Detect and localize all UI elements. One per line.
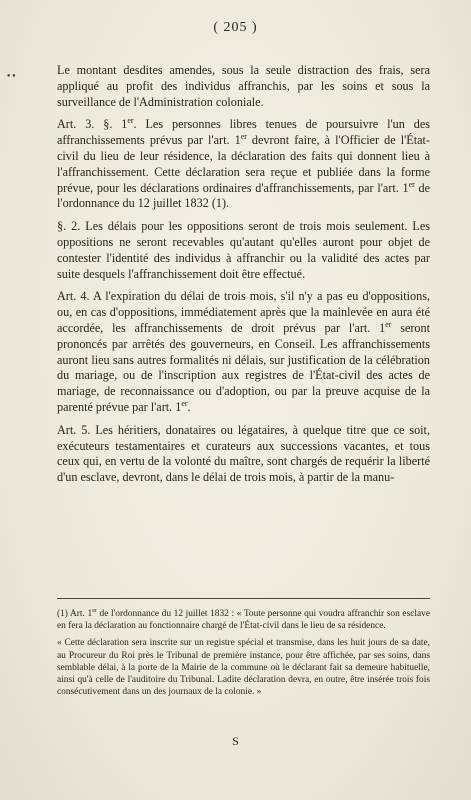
- page-number: ( 205 ): [213, 20, 258, 35]
- superscript-er: er: [181, 398, 188, 408]
- superscript-er: er: [385, 319, 392, 329]
- paragraph-amendes: Le montant desdites amendes, sous la seule distraction des frais, sera appliqué au profit des individus affranchis, par les soins et sous la surveillance de l'Administration coloniale.: [57, 63, 430, 109]
- body-text: [57, 63, 430, 494]
- paragraph-article-5: Art. 5. Les héritiers, donataires ou légataires, à quelque titre que ce soit, exécuteurs testamentaires et curateurs aux successions vacantes, et tous ceux qui, en vertu de la volonté du maître, sont chargés de requérir la liberté d'un esclave, devront, dans le délai de trois mois, à partir de la manu-: [57, 422, 430, 485]
- superscript-er: er: [408, 179, 415, 189]
- footnote-1-part-2: de l'ordonnance du 12 juillet 1832 : « Toute personne qui voudra affranchir son esclave en fera la déclaration au fonctionnaire chargé de l'État-civil dans le lieu de sa résidence.: [57, 609, 430, 632]
- article-3-text-part-4: de l'ordonnance du 12 juillet 1832 (1).: [57, 180, 430, 211]
- signature-mark: S: [232, 734, 239, 748]
- margin-mark: ••: [6, 72, 17, 82]
- article-3-text-part-1: Art. 3. §. 1: [57, 117, 128, 132]
- footnotes: [57, 608, 430, 703]
- article-3-text-part-3: devront faire, à l'Officier de l'État-civil du lieu de leur résidence, la déclaration des faits qui donnent lieu à l'affranchissement. Cette déclaration sera reçue et publiée dans la forme prévue, pour les déclarations ordinaires d'affranchissements, par l'art. 1: [57, 133, 430, 195]
- footnote-1: [57, 608, 430, 632]
- superscript-er: er: [127, 116, 134, 126]
- paragraph-article-3-section-2: §. 2. Les délais pour les oppositions seront de trois mois seulement. Les oppositions ne seront recevables qu'autant qu'elles auront pour objet de contester l'identité des individus à affranchir ou la validité des actes par suite desquels l'affranchissement doit être effectué.: [57, 219, 430, 281]
- paragraph-article-3-section-1: [57, 117, 430, 212]
- footnote-divider: [57, 598, 430, 599]
- superscript-er: er: [240, 132, 247, 142]
- superscript-er: er: [92, 607, 97, 614]
- paragraph-article-4: [57, 289, 430, 415]
- article-3-text-part-2: . Les personnes libres tenues de poursuivre l'un des affranchissements prévus par l'art. 1: [57, 117, 430, 148]
- footnote-1-continuation: « Cette déclaration sera inscrite sur un registre spécial et transmise, dans les huit jours de sa date, au Procureur du Roi près le Tribunal de première instance, pour être affichée, par ses soins, dans semblable délai, à la porte de la Mairie de la commune où le déclarant fait sa demeure habituelle, ainsi qu'à celle de l'auditoire du Tribunal. Ladite déclaration devra, en outre, être insérée trois fois consécutivement dans un des journaux de la colonie. »: [57, 638, 430, 698]
- article-4-text-part-1: Art. 4. A l'expiration du délai de trois mois, s'il n'y a pas eu d'oppositions, ou, en cas d'oppositions, immédiatement après que la mainlevée en aura été accordée, les affranchissements de droit prévus par l'art. 1: [57, 289, 430, 335]
- article-4-text-part-2: seront prononcés par arrêtés des gouverneurs, en Conseil. Les affranchissements auront lieu sans autres formalités ni délais, sur justification de la célébration du mariage, ou de l'inscription aux registres de l'État-civil des actes de mariage, de reconnaissance ou d'adoption, ou par la preuve acquise de la parenté prévue par l'art. 1: [57, 320, 430, 414]
- article-4-text-part-3: .: [187, 399, 191, 414]
- footnote-1-part-1: (1) Art. 1: [57, 609, 93, 619]
